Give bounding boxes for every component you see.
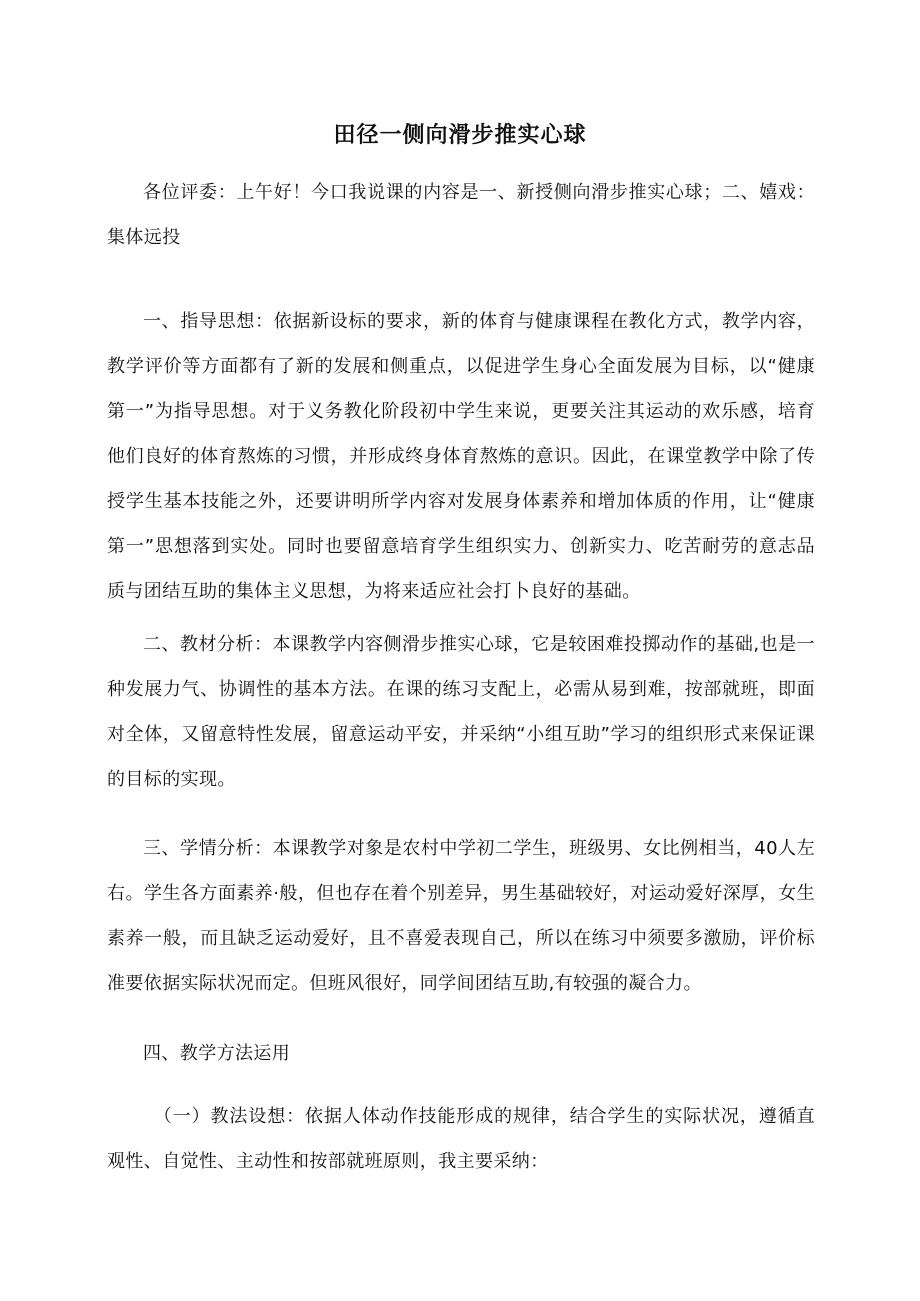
teaching-method-paragraph: （一）教法设想：依据人体动作技能形成的规律，结合学生的实际状况，遵循直观性、自觉性、主动性和按部就班原则，我主要采纳： xyxy=(107,1106,815,1172)
guiding-thought-paragraph: 一、指导思想：依据新设标的要求，新的体育与健康课程在教化方式，教学内容，教学评价等方面都有了新的发展和侧重点，以促进学生身心全面发展为目标，以“健康第一”为指导思想。对于义务教化阶段初中学生来说，更要关注其运动的欢乐感，培育他们良好的体育熬炼的习惯，并形成终身体育熬炼的意识。因此，在课堂教学中除了传授学生基本技能之外，还要讲明所学内容对发展身体素养和增加体质的作用，让“健康第一”思想落到实处。同时也要留意培育学生组织实力、创新实力、吃苦耐劳的意志品质与团结互助的集体主义思想，为将来适应社会打卜良好的基础。 xyxy=(107,311,815,602)
document-title: 田径一侧向滑步推实心球 xyxy=(333,123,587,148)
teaching-method-heading: 四、教学方法运用 xyxy=(143,1043,291,1064)
material-analysis-paragraph: 二、教材分析：本课教学内容侧滑步推实心球，它是较困难投掷动作的基础,也是一种发展力气、协调性的基本方法。在课的练习支配上，必需从易到难，按部就班，即面对全体，又留意特性发展，留意运动平安，并采纳“小组互助”学习的组织形式来保证课的目标的实现。 xyxy=(107,634,815,790)
greeting-paragraph: 各位评委：上午好！今口我说课的内容是一、新授侧向滑步推实心球；二、嬉戏：集体远投 xyxy=(107,182,815,248)
student-analysis-paragraph: 三、学情分析：本课教学对象是农村中学初二学生，班级男、女比例相当，40人左右。学生各方面素养·般，但也存在着个别差异，男生基础较好，对运动爱好深厚，女生素养一般，而且缺乏运动爱好，且不喜爱表现自己，所以在练习中须要多激励，评价标准要依据实际状况而定。但班风很好，同学间团结互助,有较强的凝合力。 xyxy=(107,838,815,994)
